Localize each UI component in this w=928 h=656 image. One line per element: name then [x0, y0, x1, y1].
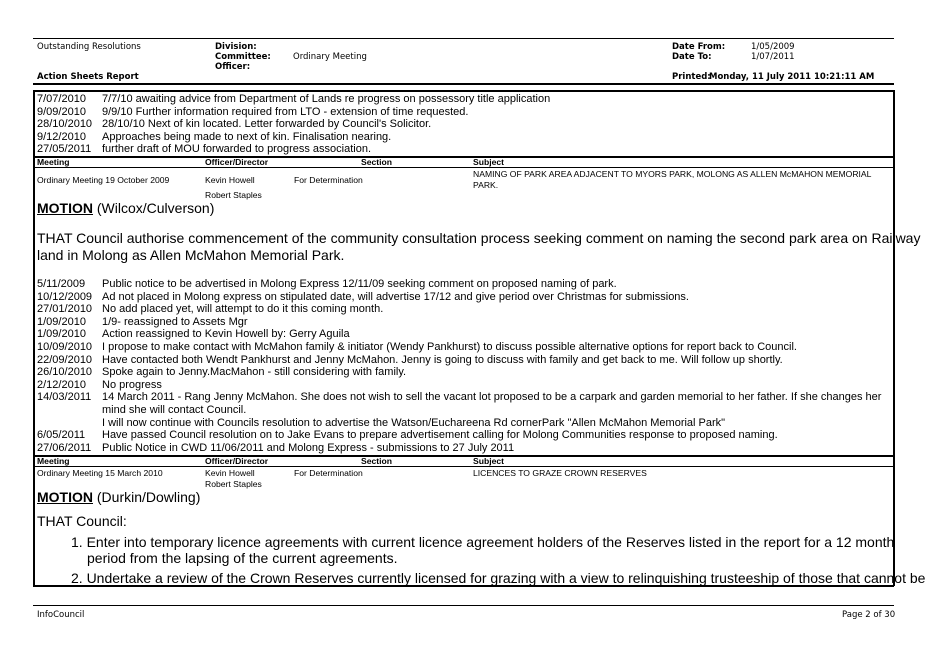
- col-subject: Subject: [473, 456, 505, 466]
- table-header-rule-bottom: [33, 466, 894, 467]
- printed-label: Printed:: [672, 72, 711, 82]
- note-row: 10/12/2009 Ad not placed in Molong express on stipulated date, will advertise 17/12 and give period over Christmas for submissions.: [37, 290, 689, 303]
- resolution-text: THAT Council authorise commencement of the community consultation process seeking comment on naming the second park area on Railway: [37, 230, 921, 246]
- col-meeting: Meeting: [37, 157, 70, 167]
- item-director: Robert Staples: [205, 479, 262, 489]
- body-top-rule: [33, 90, 894, 92]
- motion-heading: MOTION (Wilcox/Culverson): [37, 200, 215, 216]
- date-from-label: Date From:: [672, 42, 726, 52]
- date-to-label: Date To:: [672, 52, 712, 62]
- resolution-point-1: 1. Enter into temporary licence agreements with current licence agreement holders of the Reserves listed in the report for a 12 month: [71, 534, 895, 550]
- item-meeting: Ordinary Meeting 15 March 2010: [37, 468, 163, 478]
- footer-rule: [33, 605, 894, 606]
- body-right-rule: [893, 90, 895, 586]
- col-section: Section: [361, 456, 393, 466]
- col-officer: Officer/Director: [205, 456, 269, 466]
- item-officer: Kevin Howell: [205, 468, 255, 478]
- motion-heading: MOTION (Durkin/Dowling): [37, 489, 201, 505]
- item-subject: LICENCES TO GRAZE CROWN RESERVES: [473, 468, 647, 478]
- resolution-point-1-cont: period from the lapsing of the current agreements.: [87, 550, 398, 566]
- table-header-rule-top: [33, 455, 894, 457]
- footer-app-name: InfoCouncil: [37, 610, 85, 620]
- date-from-value: 1/05/2009: [751, 42, 795, 52]
- division-label: Division:: [215, 42, 257, 52]
- resolution-intro: THAT Council:: [37, 513, 127, 529]
- officer-label: Officer:: [215, 62, 251, 72]
- date-to-value: 1/07/2011: [751, 52, 795, 62]
- item-section: For Determination: [294, 468, 363, 478]
- note-row: 10/09/2010 I propose to make contact with McMahon family & initiator (Wendy Pankhurst) to discuss possible alternative options for report back to Council.: [37, 341, 797, 353]
- header-bottom-rule: [33, 83, 894, 85]
- header-top-rule: [33, 38, 894, 39]
- note-row: 14/03/2011 14 March 2011 - Rang Jenny McMahon. She does not wish to sell the vacant lot proposed to be a carpark and garden memorial to her father. If she changes her: [37, 391, 882, 404]
- col-section: Section: [361, 157, 393, 167]
- note-row: 1/09/2010 Action reassigned to Kevin Howell by: Gerry Aguila: [37, 328, 350, 341]
- note-row: 6/05/2011 Have passed Council resolution on to Jake Evans to prepare advertisement calling for Molong Communities response to proposed naming.: [37, 429, 778, 442]
- printed-value: Monday, 11 July 2011 10:21:11 AM: [709, 72, 875, 82]
- note-row: 26/10/2010 Spoke again to Jenny.MacMahon - still considering with family.: [37, 366, 407, 379]
- item-subject: NAMING OF PARK AREA ADJACENT TO MYORS PARK, MOLONG AS ALLEN McMAHON MEMORIAL: [473, 169, 872, 179]
- item-officer: Kevin Howell: [205, 175, 255, 185]
- note-row: mind she will contact Council.: [102, 404, 247, 416]
- col-officer: Officer/Director: [205, 157, 269, 167]
- note-row: 27/05/2011 further draft of MOU forwarded to progress association.: [37, 143, 372, 156]
- body-left-rule: [33, 90, 35, 586]
- resolution-point-2: 2. Undertake a review of the Crown Reserves currently licensed for grazing with a view to relinquishing trusteeship of those that cannot be: [71, 570, 926, 586]
- note-row: I will now continue with Councils resolution to advertise the Watson/Euchareena Rd cornerPark "Allen McMahon Memorial Park": [102, 416, 726, 429]
- note-row: 1/09/2010 1/9- reassigned to Assets Mgr: [37, 315, 248, 328]
- note-row: 5/11/2009 Public notice to be advertised in Molong Express 12/11/09 seeking comment on proposed naming of park.: [37, 278, 617, 290]
- note-row: 9/09/2010 9/9/10 Further information required from LTO - extension of time requested.: [37, 105, 469, 118]
- page-number: Page 2 of 30: [842, 610, 896, 620]
- org-label: Outstanding Resolutions: [37, 42, 141, 52]
- table-header-rule-bottom: [33, 167, 894, 168]
- note-row: 28/10/2010 28/10/10 Next of kin located. Letter forwarded by Council's Solicitor.: [37, 118, 432, 131]
- item-director: Robert Staples: [205, 190, 262, 200]
- item-section: For Determination: [294, 175, 363, 185]
- item-meeting: Ordinary Meeting 19 October 2009: [37, 175, 170, 185]
- col-meeting: Meeting: [37, 456, 70, 466]
- note-row: 27/06/2011 Public Notice in CWD 11/06/2011 and Molong Express - submissions to 27 July 2011: [37, 441, 515, 454]
- committee-value: Ordinary Meeting: [293, 52, 367, 62]
- committee-label: Committee:: [215, 52, 271, 62]
- item-subject-cont: PARK.: [473, 180, 499, 190]
- col-subject: Subject: [473, 157, 505, 167]
- note-row: 9/12/2010 Approaches being made to next of kin. Finalisation nearing.: [37, 130, 392, 143]
- note-row: 22/09/2010 Have contacted both Wendt Pankhurst and Jenny McMahon. Jenny is going to discuss with family and get back to me. Will follow up shortly.: [37, 353, 783, 366]
- note-row: 7/07/2010 7/7/10 awaiting advice from Department of Lands re progress on possessory title application: [37, 93, 551, 105]
- note-row: 2/12/2010 No progress: [37, 378, 162, 391]
- report-title: Action Sheets Report: [37, 72, 139, 82]
- table-header-rule-top: [33, 156, 894, 158]
- note-row: 27/01/2010 No add placed yet, will attempt to do it this coming month.: [37, 303, 384, 316]
- resolution-text-cont: land in Molong as Allen McMahon Memorial Park.: [37, 247, 345, 263]
